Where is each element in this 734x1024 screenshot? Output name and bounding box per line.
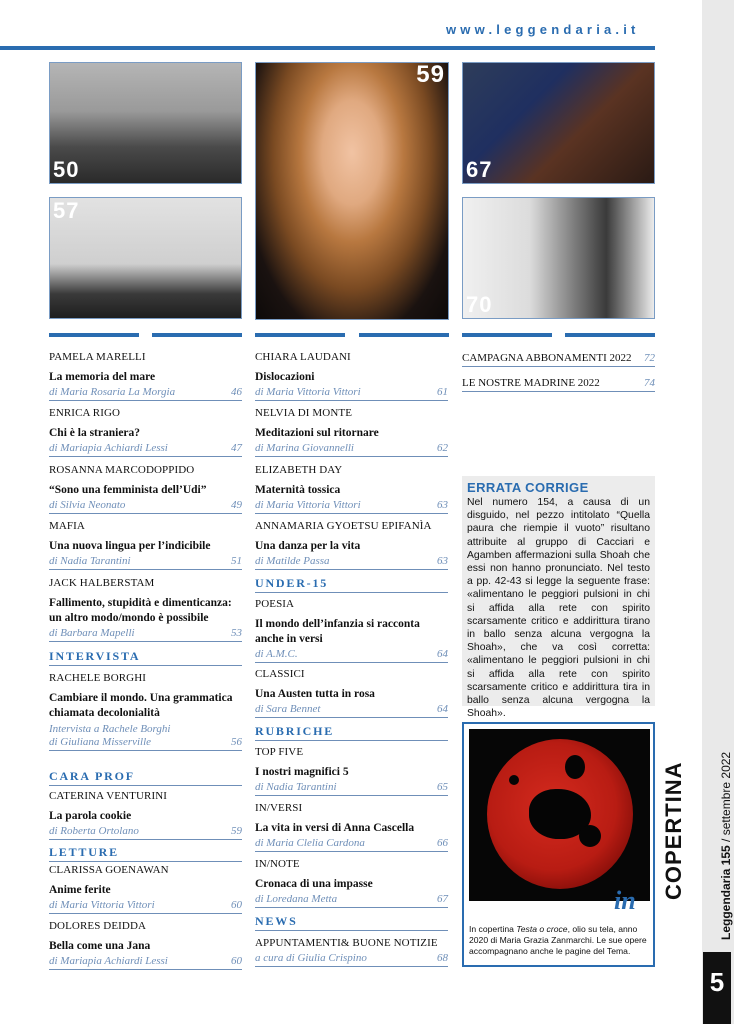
section-rule (255, 740, 448, 741)
cover-artwork (469, 729, 650, 901)
entry-author: DOLORES DEIDDA (49, 920, 147, 932)
disc-cutout (579, 825, 601, 847)
section-heading-letture: LETTURE (49, 845, 119, 859)
entry-title: Una nuova lingua per l’indicibile (49, 540, 211, 552)
entry-title: Cronaca di una impasse (255, 878, 373, 890)
entry-title: Cambiare il mondo. Una grammatica chiamata decolonialità (49, 692, 233, 719)
toc-entry[interactable] (49, 577, 242, 642)
toc-entry[interactable] (49, 520, 242, 570)
entry-author: JACK HALBERSTAM (49, 577, 155, 589)
entry-title: La vita in versi di Anna Cascella (255, 822, 415, 834)
entry-title: Meditazioni sul ritornare (255, 427, 379, 439)
photo-70 (462, 197, 655, 319)
entry-byline: di Giuliana Misserville 56 (49, 736, 242, 751)
column-rule (255, 333, 345, 337)
entry-category: IN/NOTE (255, 858, 300, 870)
column-rule (49, 333, 139, 337)
toc-entry-campagna[interactable]: CAMPAGNA ABBONAMENTI 2022 72 (462, 351, 655, 367)
section-heading-cara-prof: CARA PROF (49, 769, 135, 783)
photo-page-number: 50 (53, 157, 80, 182)
photo-67 (462, 62, 655, 184)
disc-cutout (509, 775, 519, 785)
entry-title: “Sono una femminista dell’Udi” (49, 484, 207, 496)
entry-title: Bella come una Jana (49, 940, 151, 952)
entry-author: ENRICA RIGO (49, 407, 121, 419)
errata-corrige-box (462, 476, 655, 720)
toc-entry[interactable] (49, 464, 242, 514)
entry-byline: di Silvia Neonato 49 (49, 499, 242, 514)
toc-entry[interactable] (255, 351, 448, 401)
entry-byline: di Maria Vittoria Vittori 60 (49, 899, 242, 914)
toc-entry[interactable] (49, 790, 242, 840)
entry-title: Maternità tossica (255, 484, 341, 496)
photo-59 (255, 62, 449, 320)
entry-category: APPUNTAMENTI& BUONE NOTIZIE (255, 937, 438, 949)
toc-entry[interactable] (255, 520, 448, 570)
page-number: 5 (703, 952, 731, 1024)
toc-entry-madrine[interactable]: LE NOSTRE MADRINE 2022 74 (462, 376, 655, 392)
copertina-label: COPERTINA (661, 761, 686, 900)
section-rule (49, 785, 242, 786)
entry-byline: di Nadia Tarantini 51 (49, 555, 242, 570)
entry-byline: di Nadia Tarantini 65 (255, 781, 448, 796)
entry-title: La memoria del mare (49, 371, 156, 383)
section-rule (49, 665, 242, 666)
entry-author: MAFIA (49, 520, 85, 532)
entry-category: TOP FIVE (255, 746, 304, 758)
entry-title: Dislocazioni (255, 371, 315, 383)
photo-page-number: 59 (416, 62, 445, 88)
toc-entry[interactable] (255, 407, 448, 457)
entry-title: Chi è la straniera? (49, 427, 141, 439)
section-heading-intervista: INTERVISTA (49, 649, 141, 663)
in-logo: in (614, 886, 636, 915)
entry-byline: di Maria Vittoria Vittori 61 (255, 386, 448, 401)
entry-author: CATERINA VENTURINI (49, 790, 168, 802)
entry-title: La parola cookie (49, 810, 132, 822)
entry-title: I nostri magnifici 5 (255, 766, 349, 778)
entry-byline: di Matilde Passa 63 (255, 555, 448, 570)
section-rule (255, 592, 448, 593)
entry-author: PAMELA MARELLI (49, 351, 146, 363)
entry-byline: a cura di Giulia Crispino 68 (255, 952, 448, 967)
column-rule (359, 333, 449, 337)
column-rule (565, 333, 655, 337)
entry-byline: di Sara Bennet 64 (255, 703, 448, 718)
photo-page-number: 57 (53, 198, 80, 223)
entry-byline: di Mariapia Achiardi Lessi 47 (49, 442, 242, 457)
entry-title: Una danza per la vita (255, 540, 361, 552)
entry-author: ROSANNA MARCODOPPIDO (49, 464, 195, 476)
toc-entry[interactable] (255, 858, 448, 908)
entry-byline: di A.M.C. 64 (255, 648, 448, 663)
entry-byline: di Loredana Metta 67 (255, 893, 448, 908)
entry-byline: di Maria Vittoria Vittori 63 (255, 499, 448, 514)
header-rule (0, 46, 655, 50)
column-rule (152, 333, 242, 337)
entry-interview: Intervista a Rachele Borghi (49, 723, 171, 735)
toc-entry[interactable] (49, 920, 242, 970)
entry-title: Fallimento, stupidità e dimenticanza: un altro modo/mondo è possibile (49, 597, 232, 624)
site-url[interactable]: www.leggendaria.it (446, 22, 640, 37)
toc-entry[interactable] (49, 407, 242, 457)
entry-category: POESIA (255, 598, 295, 610)
entry-category: CLASSICI (255, 668, 305, 680)
disc-cutout (565, 755, 585, 779)
cover-caption: In copertina Testa o croce, olio su tela, anno 2020 di Maria Grazia Zanmarchi. Le sue opere accompagnano anche le pagine del Tema. (469, 924, 647, 956)
photo-page-number: 67 (466, 157, 493, 182)
entry-byline: di Marina Giovannelli 62 (255, 442, 448, 457)
photo-page-number: 70 (466, 292, 493, 317)
toc-entry[interactable] (49, 672, 242, 751)
column-rule (462, 333, 552, 337)
entry-byline: di Roberta Ortolano 59 (49, 825, 242, 840)
toc-entry[interactable] (255, 746, 448, 796)
errata-body: Nel numero 154, a causa di un disguido, nel pezzo intitolato “Quella paura che riempie il vuoto” risultano attribuite al gruppo di Cacciari e Agamben affermazioni sulla Shoah che essi non hanno pronunciato. Nel testo a pp. 42-43 si legge la seguente frase: «alimentano le peggiori pulsioni in chi si affida alla rete con spirito scarsamente critico e addirittura tirano in ballo senza alcuna vergogna la Shoah», che va così corretta: «alimentano le peggiori pulsioni in chi si affida alla rete con spirito scarsamente critico e addirittura tira in ballo senza alcuna vergogna la Shoah». (467, 497, 650, 720)
toc-entry[interactable] (49, 864, 242, 914)
photo-50 (49, 62, 242, 184)
toc-entry[interactable] (255, 464, 448, 514)
section-heading-under-15: UNDER-15 (255, 576, 329, 590)
side-running-head: Leggendaria 155 / settembre 2022 (719, 751, 733, 940)
toc-entry[interactable] (255, 937, 448, 967)
entry-author: CHIARA LAUDANI (255, 351, 351, 363)
section-rule (255, 930, 448, 931)
errata-title: ERRATA CORRIGE (467, 480, 589, 495)
toc-entry[interactable] (255, 802, 448, 852)
entry-byline: di Mariapia Achiardi Lessi 60 (49, 955, 242, 970)
entry-title: Il mondo dell’infanzia si racconta anche in versi (255, 618, 420, 645)
entry-author: ELIZABETH DAY (255, 464, 343, 476)
entry-title: Anime ferite (49, 884, 111, 896)
toc-entry[interactable] (49, 351, 242, 401)
toc-entry[interactable] (255, 668, 448, 718)
entry-author: CLARISSA GOENAWAN (49, 864, 169, 876)
section-heading-rubriche: RUBRICHE (255, 724, 335, 738)
entry-title: Una Austen tutta in rosa (255, 688, 375, 700)
entry-category: IN/VERSI (255, 802, 303, 814)
cover-box (462, 722, 655, 967)
entry-author: NELVIA DI MONTE (255, 407, 353, 419)
entry-byline: di Maria Rosaria La Morgia 46 (49, 386, 242, 401)
entry-byline: di Barbara Mapelli 53 (49, 627, 242, 642)
entry-author: RACHELE BORGHI (49, 672, 147, 684)
toc-entry[interactable] (255, 598, 448, 663)
photo-57 (49, 197, 242, 319)
entry-byline: di Maria Clelia Cardona 66 (255, 837, 448, 852)
section-heading-news: NEWS (255, 914, 298, 928)
entry-author: ANNAMARIA GYOETSU EPIFANÌA (255, 520, 432, 532)
section-rule (49, 861, 242, 862)
